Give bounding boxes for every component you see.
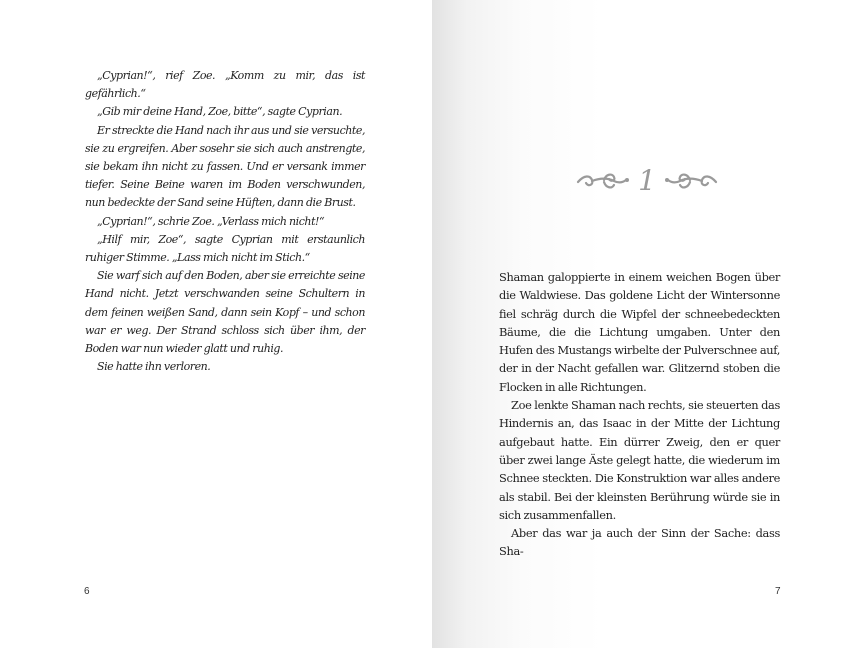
paragraph: Er streckte die Hand nach ihr aus und sie versuchte, sie zu ergreifen. Aber sosehr sie sich auch anstrengte, sie bekam ihn nicht zu fassen. Und er versank immer tiefer. Seine Beine waren im Boden verschwunden, nun bedeckte der Sand seine Hüften, dann die Brust. xyxy=(85,123,365,210)
paragraph: Sie hatte ihn verloren. xyxy=(97,360,211,374)
right-page xyxy=(432,0,860,648)
paragraph: „Cyprian!“, schrie Zoe. „Verlass mich nicht!“ xyxy=(97,214,325,228)
paragraph: Zoe lenkte Shaman nach rechts, sie steuerten das Hindernis an, das Isaac in der Mitte der Lichtung aufgebaut hatte. Ein dürrer Zweig, den er quer über zwei lange Äste gelegt hatte, die wiederum im Schnee steckten. Die Konstruktion war alles andere als stabil. Bei der kleinsten Berührung würde sie in sich zusammenfallen. xyxy=(499,398,780,522)
paragraph: „Hilf mir, Zoe“, sagte Cyprian mit erstaunlich ruhiger Stimme. „Lass mich nicht im Stich.“ xyxy=(85,232,365,265)
flourish-left-icon xyxy=(576,171,630,191)
paragraph: „Gib mir deine Hand, Zoe, bitte“, sagte Cyprian. xyxy=(97,105,343,119)
flourish-right-icon xyxy=(664,171,718,191)
chapter-heading xyxy=(572,163,722,199)
left-page-text xyxy=(85,67,365,376)
right-page-text xyxy=(499,268,780,561)
page-number-right: 7 xyxy=(775,586,781,597)
page-number-left: 6 xyxy=(84,586,90,597)
paragraph: Sie warf sich auf den Boden, aber sie erreichte seine Hand nicht. Jetzt verschwanden seine Schultern in dem feinen weißen Sand, dann sein Kopf – und schon war er weg. Der Strand schloss sich über ihm, der Boden war nun wieder glatt und ruhig. xyxy=(85,269,365,356)
paragraph: Aber das war ja auch der Sinn der Sache: dass Sha- xyxy=(499,526,780,559)
paragraph: „Cyprian!“, rief Zoe. „Komm zu mir, das ist gefährlich.“ xyxy=(85,69,365,101)
paragraph: Shaman galoppierte in einem weichen Bogen über die Waldwiese. Das goldene Licht der Wintersonne fiel schräg durch die Wipfel der schneebedeckten Bäume, die die Lichtung umgaben. Unter den Hufen des Mustangs wirbelte der Pulverschnee auf, der in der Nacht gefallen war. Glitzernd stoben die Flocken in alle Richtungen. xyxy=(499,270,780,394)
chapter-number: 1 xyxy=(638,164,656,197)
